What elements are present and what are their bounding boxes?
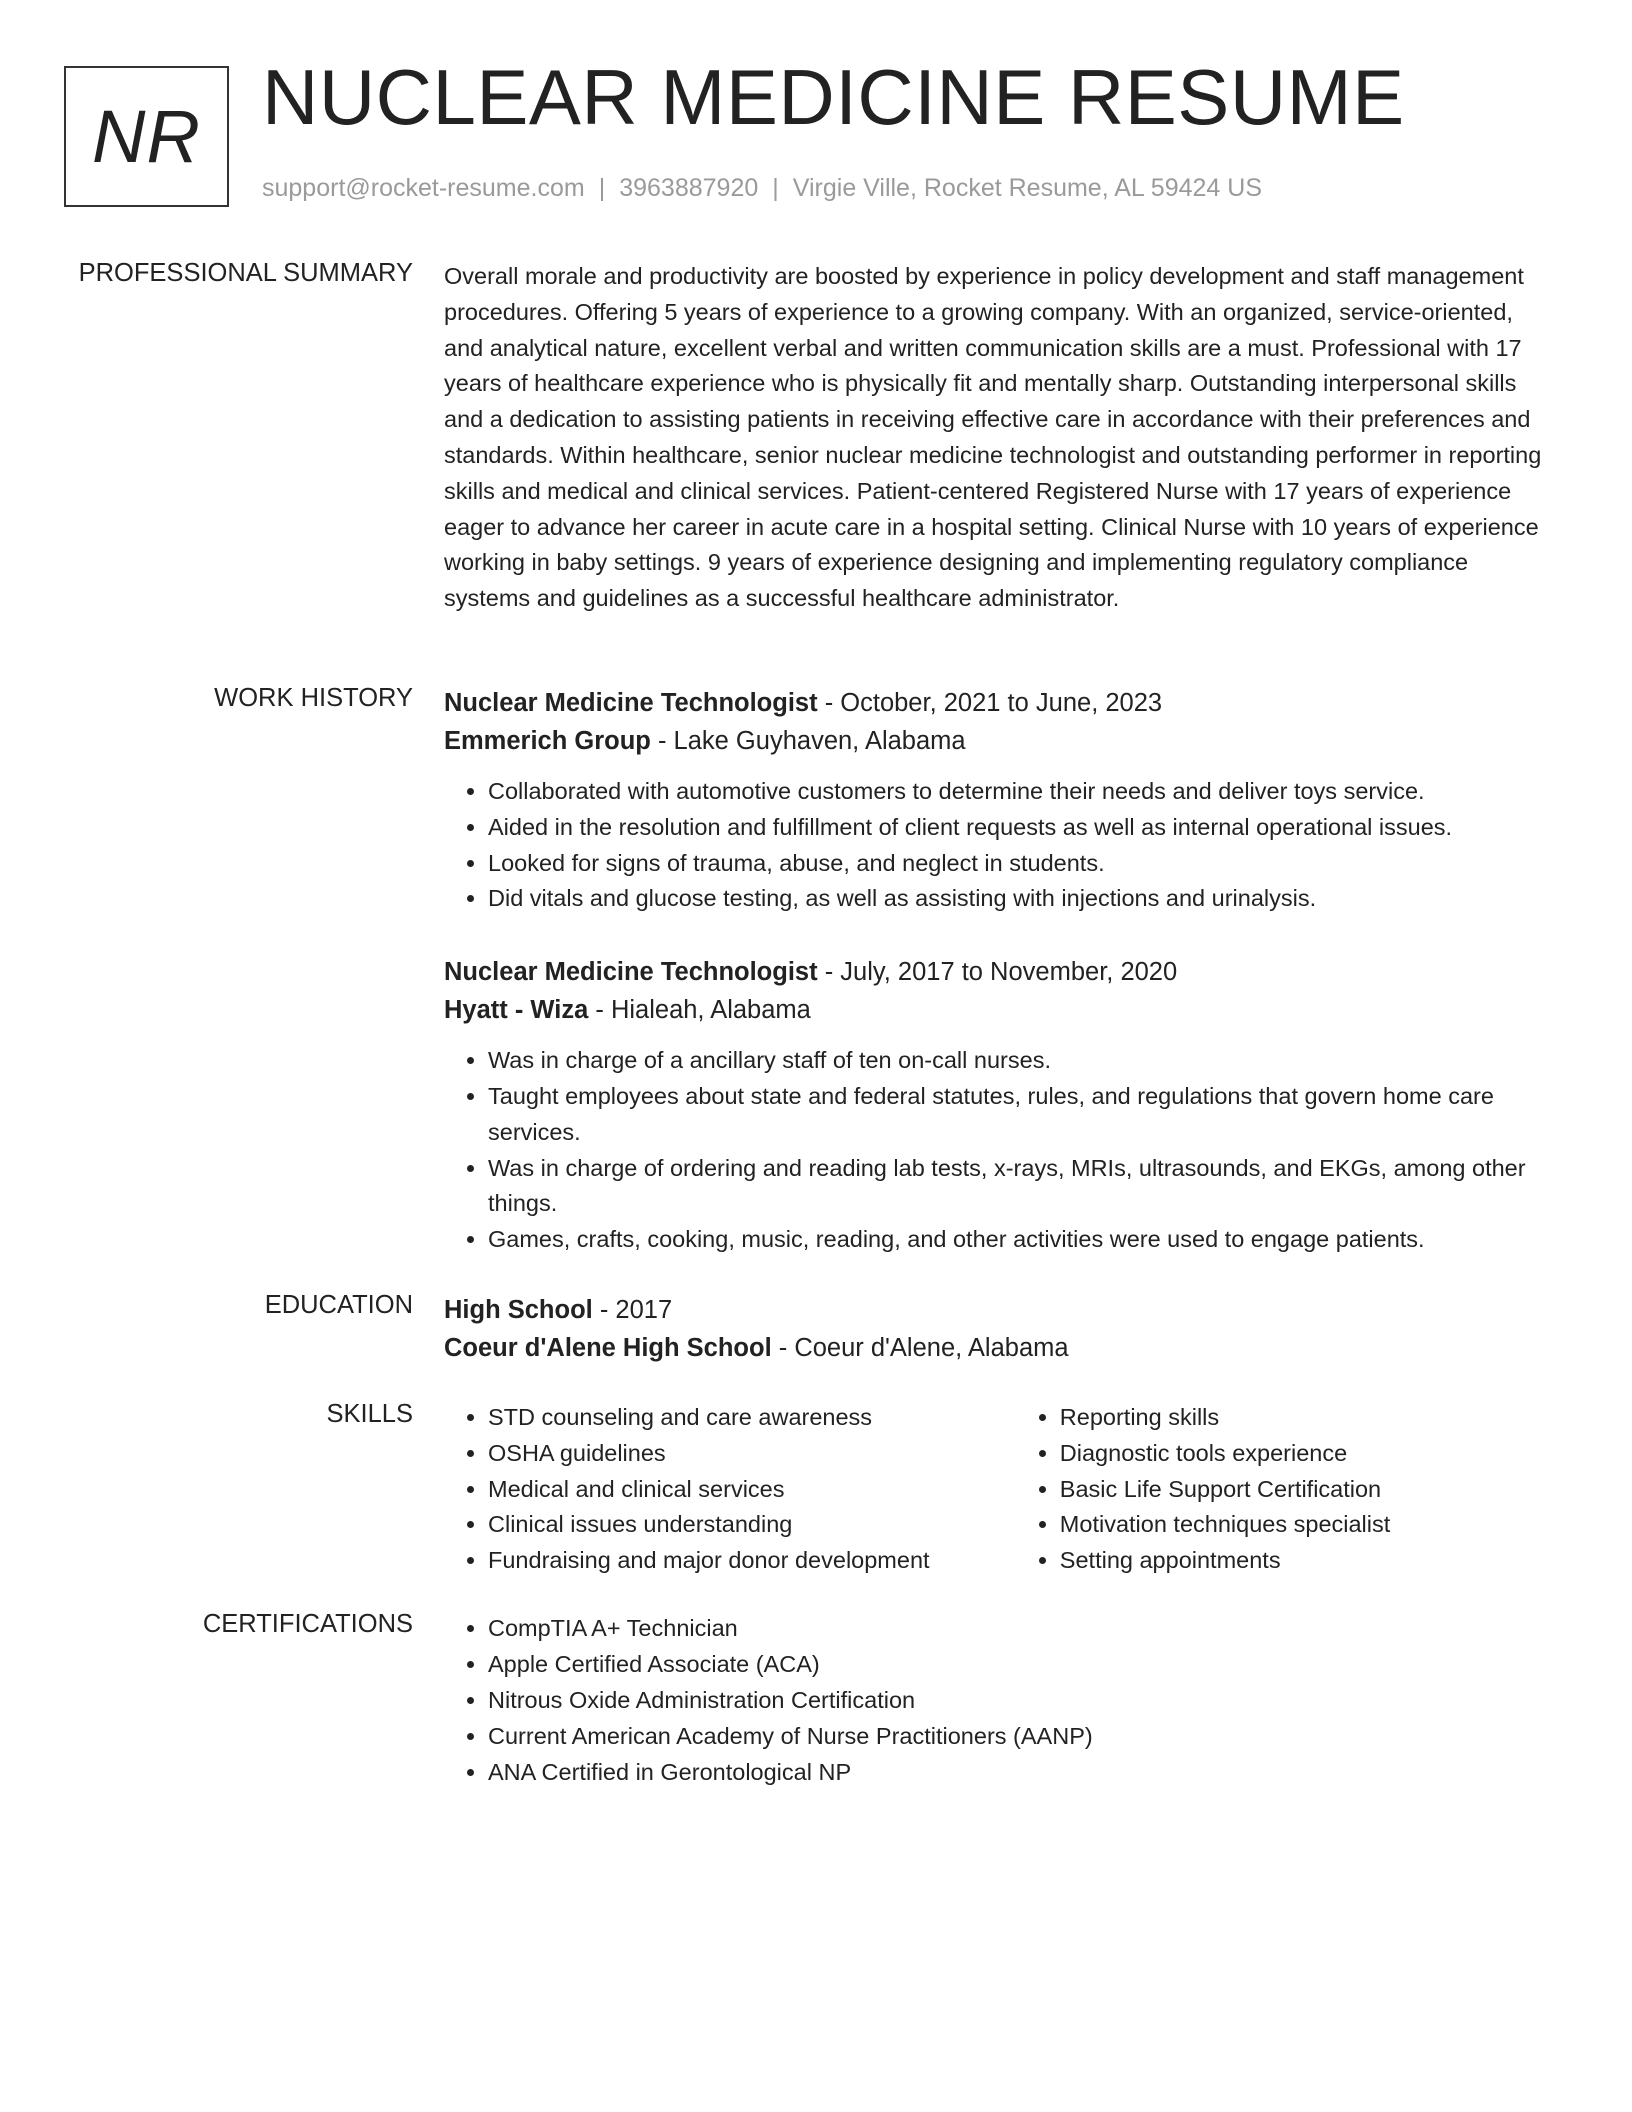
certification-item: • Nitrous Oxide Administration Certification (488, 1682, 1544, 1718)
job-title-line (444, 684, 1544, 722)
monogram-box: NR (64, 66, 229, 207)
skill-item: • Reporting skills (1060, 1400, 1544, 1436)
skill-item: • Medical and clinical services (488, 1472, 1016, 1508)
certifications-body (444, 1610, 1544, 1790)
work-body (444, 684, 1544, 1258)
skill-item: • OSHA guidelines (488, 1436, 1016, 1472)
skill-item: • Basic Life Support Certification (1060, 1472, 1544, 1508)
job-title-line (444, 953, 1544, 991)
contact-address: Virgie Ville, Rocket Resume, AL 59424 US (792, 174, 1263, 202)
job-company-line (444, 991, 1544, 1029)
skills-list-right (1016, 1400, 1544, 1579)
skill-item: • Diagnostic tools experience (1060, 1436, 1544, 1472)
skill-item: • STD counseling and care awareness (488, 1400, 1016, 1436)
skill-item: • Fundraising and major donor development (488, 1543, 1016, 1579)
skill-item: • Clinical issues understanding (488, 1507, 1016, 1543)
education-school: Coeur d'Alene High School (444, 1334, 772, 1362)
certification-item: • Current American Academy of Nurse Practitioners (AANP) (488, 1718, 1544, 1754)
contact-phone[interactable]: 3963887920 (619, 174, 759, 202)
job-company-line (444, 722, 1544, 760)
certification-item: • CompTIA A+ Technician (488, 1610, 1544, 1646)
contact-email[interactable]: support@rocket-resume.com (262, 174, 585, 202)
skill-item: • Motivation techniques specialist (1060, 1507, 1544, 1543)
job-bullets (444, 774, 1544, 917)
job-bullet: • Was in charge of ordering and reading lab tests, x-rays, MRIs, ultrasounds, and EKGs, among other things. (488, 1151, 1544, 1223)
education-degree-line (444, 1291, 1544, 1329)
job-bullet: • Games, crafts, cooking, music, reading, and other activities were used to engage patients. (488, 1222, 1544, 1258)
section-label-work: WORK HISTORY (214, 684, 413, 712)
job-company: Emmerich Group (444, 727, 651, 755)
section-label-summary: PROFESSIONAL SUMMARY (78, 259, 413, 287)
education-location: - Coeur d'Alene, Alabama (771, 1334, 1069, 1362)
job-bullet: • Did vitals and glucose testing, as well as assisting with injections and urinalysis. (488, 881, 1544, 917)
contact-separator: | (772, 174, 779, 202)
job-bullet: • Looked for signs of trauma, abuse, and neglect in students. (488, 846, 1544, 882)
job-company: Hyatt - Wiza (444, 996, 589, 1025)
job-location: - Hialeah, Alabama (588, 996, 811, 1025)
job-bullet: • Aided in the resolution and fulfillment of client requests as well as internal operational issues. (488, 810, 1544, 846)
skills-body (444, 1400, 1544, 1579)
job-bullets (444, 1043, 1544, 1258)
job-dates: - July, 2017 to November, 2020 (817, 958, 1178, 987)
contact-separator: | (598, 174, 606, 202)
job-title: Nuclear Medicine Technologist (444, 689, 818, 717)
resume-title: NUCLEAR MEDICINE RESUME (262, 53, 1405, 141)
skill-item: • Setting appointments (1060, 1543, 1544, 1579)
education-degree: High School (444, 1296, 593, 1324)
certifications-list (444, 1610, 1544, 1790)
job-bullet: • Collaborated with automotive customers to determine their needs and deliver toys service. (488, 774, 1544, 810)
job-entry (444, 684, 1544, 917)
education-school-line (444, 1329, 1544, 1367)
job-bullet: • Was in charge of a ancillary staff of ten on-call nurses. (488, 1043, 1544, 1079)
job-bullet: • Taught employees about state and federal statutes, rules, and regulations that govern home care services. (488, 1079, 1544, 1151)
section-label-certifications: CERTIFICATIONS (202, 1610, 413, 1638)
job-entry (444, 953, 1544, 1258)
section-label-education: EDUCATION (264, 1291, 413, 1319)
summary-body (444, 259, 1544, 617)
job-location: - Lake Guyhaven, Alabama (650, 727, 966, 755)
education-year: - 2017 (592, 1296, 673, 1324)
job-title: Nuclear Medicine Technologist (444, 958, 818, 987)
job-dates: - October, 2021 to June, 2023 (817, 689, 1163, 717)
skills-columns (444, 1400, 1544, 1579)
certification-item: • ANA Certified in Gerontological NP (488, 1754, 1544, 1790)
certification-item: • Apple Certified Associate (ACA) (488, 1646, 1544, 1682)
summary-text: Overall morale and productivity are boosted by experience in policy development and staff management procedures. Offering 5 years of experience to a growing company. With an organized, service-oriented, and analytical nature, excellent verbal and written communication skills are a must. Professional with 17 years of healthcare experience who is physically fit and mentally sharp. Outstanding interpersonal skills and a dedication to assisting patients in receiving effective care in accordance with their preferences and standards. Within healthcare, senior nuclear medicine technologist and outstanding performer in reporting skills and medical and clinical services. Patient-centered Registered Nurse with 17 years of experience eager to advance her career in acute care in a hospital setting. Clinical Nurse with 10 years of experience working in baby settings. 9 years of experience designing and implementing regulatory compliance systems and guidelines as a successful healthcare administrator. (444, 263, 1542, 612)
contact-line (262, 174, 1262, 203)
education-body (444, 1291, 1544, 1367)
skills-list-left (444, 1400, 1016, 1579)
section-label-skills: SKILLS (326, 1400, 413, 1428)
